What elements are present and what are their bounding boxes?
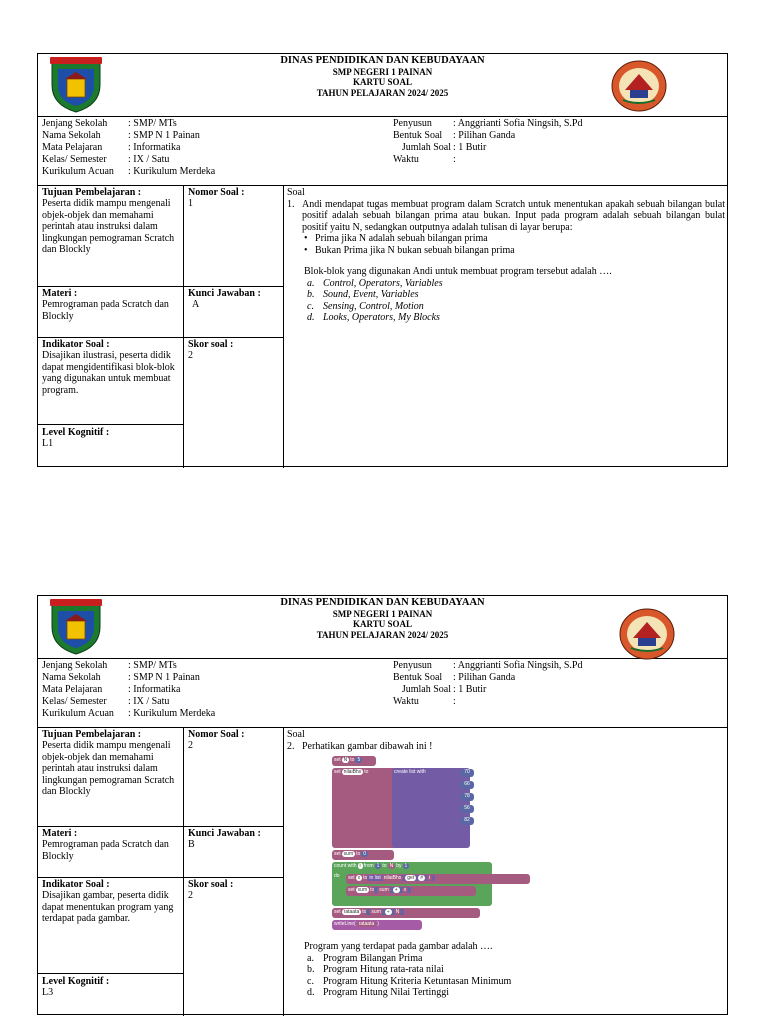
question-prompt: Blok-blok yang digunakan Andi untuk membuat program tersebut adalah …. — [304, 266, 612, 277]
question-text: Perhatikan gambar dibawah ini ! — [302, 740, 433, 752]
waktu-value: : — [453, 154, 456, 165]
question-card-2 — [37, 595, 728, 1015]
jenjang-label: Jenjang Sekolah — [42, 660, 108, 671]
card-header — [38, 54, 727, 117]
soal-label: Soal — [287, 187, 305, 198]
materi-text: Pemrograman pada Scratch dan Blockly — [42, 839, 169, 862]
blockly-program-image — [332, 756, 537, 916]
jenjang-value: : SMP/ MTs — [128, 660, 177, 671]
kelas-label: Kelas/ Semester — [42, 696, 107, 707]
school-emblem-logo — [611, 60, 667, 112]
kelas-value: : IX / Satu — [128, 696, 170, 707]
option-b[interactable]: b. Sound, Event, Variables — [307, 289, 419, 300]
mapel-value: : Informatika — [128, 684, 181, 695]
kelas-label: Kelas/ Semester — [42, 154, 107, 165]
school-emblem-logo — [619, 608, 675, 660]
bentuk-soal-label: Bentuk Soal — [393, 672, 443, 683]
option-c[interactable]: c. Program Hitung Kriteria Ketuntasan Minimum — [307, 975, 512, 987]
tujuan-label: Tujuan Pembelajaran : — [42, 729, 142, 740]
list-value: 56 — [460, 805, 474, 813]
materi-label: Materi : — [42, 288, 78, 299]
indikator-text: Disajikan gambar, peserta didik dapat menentukan program yang terdapat pada gambar. — [42, 890, 174, 924]
list-value: 78 — [460, 793, 474, 801]
soal-label: Soal — [287, 729, 305, 740]
level-value: L1 — [42, 438, 54, 449]
header-line-4: TAHUN PELAJARAN 2024/ 2025 — [316, 629, 449, 640]
mapel-label: Mata Pelajaran — [42, 684, 103, 695]
materi-text: Pemrograman pada Scratch dan Blockly — [42, 299, 169, 322]
list-value: 82 — [460, 817, 474, 825]
penyusun-label: Penyusun — [393, 118, 432, 129]
list-value: 70 — [460, 769, 474, 777]
card-header — [38, 596, 727, 659]
block-set-list: set nilaiBhs to — [332, 768, 397, 848]
question-number: 1. — [287, 198, 295, 210]
bentuk-soal-value: : Pilihan Ganda — [453, 130, 516, 141]
jumlah-soal-value: : 1 Butir — [453, 142, 487, 153]
bullet-item: • Prima jika N adalah sebuah bilangan prima — [304, 233, 488, 244]
bentuk-soal-label: Bentuk Soal — [393, 130, 443, 141]
indikator-label: Indikator Soal : — [42, 339, 110, 350]
question-card-1 — [37, 53, 728, 467]
penyusun-value: : Anggrianti Sofia Ningsih, S.Pd — [453, 660, 583, 671]
block-set-x: set x to in list nilaiBhs get # i — [346, 874, 530, 884]
list-value: 66 — [460, 781, 474, 789]
header-line-1: DINAS PENDIDIKAN DAN KEBUDAYAAN — [280, 55, 485, 66]
nomor-label: Nomor Soal : — [188, 187, 245, 198]
kunci-label: Kunci Jawaban : — [188, 828, 261, 839]
kurikulum-label: Kurikulum Acuan — [42, 166, 114, 177]
option-a[interactable]: a. Program Bilangan Prima — [307, 952, 423, 964]
nama-sekolah-value: : SMP N 1 Painan — [128, 672, 200, 683]
bentuk-soal-value: : Pilihan Ganda — [453, 672, 516, 683]
kurikulum-value: : Kurikulum Merdeka — [128, 708, 216, 719]
bullet-text: Bukan Prima jika N bukan sebuah bilangan prima — [315, 244, 515, 256]
waktu-label: Waktu — [393, 696, 419, 707]
bullet-text: Prima jika N adalah sebuah bilangan prima — [315, 233, 488, 244]
tujuan-text: Peserta didik mampu mengenali objek-objek dan memahami perintah atau instruksi dalam lingkungan pemograman Scratch dan Blockly — [42, 198, 175, 255]
header-line-1: DINAS PENDIDIKAN DAN KEBUDAYAAN — [280, 597, 485, 608]
nama-sekolah-label: Nama Sekolah — [42, 672, 101, 683]
nomor-value: 1 — [188, 198, 193, 209]
nomor-value: 2 — [188, 740, 193, 751]
jumlah-soal-label: Jumlah Soal — [401, 142, 451, 153]
header-line-4: TAHUN PELAJARAN 2024/ 2025 — [316, 87, 449, 98]
kelas-value: : IX / Satu — [128, 154, 170, 165]
question-number: 2. — [287, 740, 295, 752]
kurikulum-label: Kurikulum Acuan — [42, 708, 114, 719]
kunci-value: A — [192, 299, 200, 310]
block-set-sum: set sum to 0 — [332, 850, 394, 860]
nomor-label: Nomor Soal : — [188, 729, 245, 740]
penyusun-label: Penyusun — [393, 660, 432, 671]
waktu-value: : — [453, 696, 456, 707]
mapel-value: : Informatika — [128, 142, 181, 153]
block-create-list: create list with — [392, 768, 470, 848]
level-label: Level Kognitif : — [42, 976, 110, 987]
header-line-3: KARTU SOAL — [353, 619, 412, 629]
kurikulum-value: : Kurikulum Merdeka — [128, 166, 216, 177]
level-label: Level Kognitif : — [42, 427, 110, 438]
question-prompt: Program yang terdapat pada gambar adalah …. — [304, 941, 493, 952]
question-grid — [38, 728, 727, 1016]
info-block — [38, 659, 727, 728]
kunci-label: Kunci Jawaban : — [188, 288, 261, 299]
level-value: L3 — [42, 987, 54, 998]
jumlah-soal-value: : 1 Butir — [453, 684, 487, 695]
nama-sekolah-value: : SMP N 1 Painan — [128, 130, 200, 141]
info-block — [38, 117, 727, 186]
question-text: Andi mendapat tugas membuat program dalam Scratch untuk menentukan apakah sebuah bilangan bulat positif adalah sebuah bilangan prima atau bukan. Input pada program adalah sebuah bilangan bulat positif yaitu N, sedangkan outputnya adalah tulisan di layar berupa: — [302, 198, 725, 233]
skor-value: 2 — [188, 890, 193, 901]
option-d[interactable]: d. Looks, Operators, My Blocks — [307, 312, 440, 323]
block-writeline: writeLine( rataata ) — [332, 920, 422, 930]
kunci-value: B — [188, 839, 195, 850]
header-line-2: SMP NEGERI 1 PAINAN — [332, 66, 433, 77]
tujuan-label: Tujuan Pembelajaran : — [42, 187, 142, 198]
jenjang-value: : SMP/ MTs — [128, 118, 177, 129]
option-c[interactable]: c. Sensing, Control, Motion — [307, 300, 424, 312]
header-line-3: KARTU SOAL — [353, 77, 412, 87]
skor-label: Skor soal : — [188, 879, 234, 890]
mapel-label: Mata Pelajaran — [42, 142, 103, 153]
indikator-text: Disajikan ilustrasi, peserta didik dapat mengidentifikasi blok-blok yang digunakan untuk membuat program. — [42, 350, 175, 396]
question-grid — [38, 186, 727, 468]
nama-sekolah-label: Nama Sekolah — [42, 130, 101, 141]
jenjang-label: Jenjang Sekolah — [42, 118, 108, 129]
option-b[interactable]: b. Program Hitung rata-rata nilai — [307, 964, 444, 975]
waktu-label: Waktu — [393, 154, 419, 165]
skor-label: Skor soal : — [188, 339, 234, 350]
block-count-loop: count with i from 1 to N by 1 do — [332, 862, 492, 906]
tujuan-text: Peserta didik mampu mengenali objek-objek dan memahami perintah atau instruksi dalam lingkungan pemograman Scratch dan Blockly — [42, 740, 175, 797]
bullet-item: • Bukan Prima jika N bukan sebuah bilangan prima — [304, 244, 515, 256]
penyusun-value: : Anggrianti Sofia Ningsih, S.Pd — [453, 118, 583, 129]
indikator-label: Indikator Soal : — [42, 879, 110, 890]
jumlah-soal-label: Jumlah Soal — [401, 684, 451, 695]
block-set-sum-add: set sum to sum + x — [346, 886, 476, 896]
block-set-rata: set rataata to sum ÷ N — [332, 908, 480, 918]
materi-label: Materi : — [42, 828, 78, 839]
block-set-n: set N to 5 — [332, 756, 376, 766]
option-d[interactable]: d. Program Hitung Nilai Tertinggi — [307, 987, 450, 998]
skor-value: 2 — [188, 350, 193, 361]
option-a[interactable]: a. Control, Operators, Variables — [307, 277, 443, 289]
header-line-2: SMP NEGERI 1 PAINAN — [332, 608, 433, 619]
